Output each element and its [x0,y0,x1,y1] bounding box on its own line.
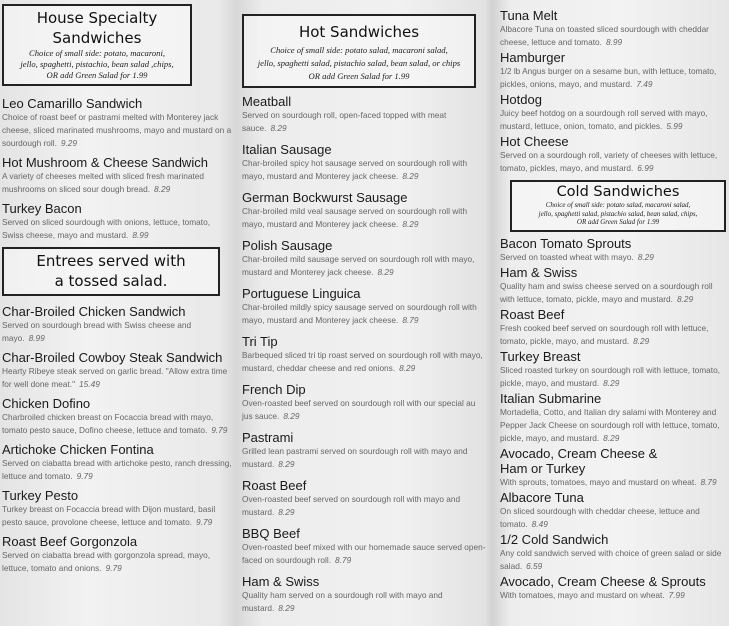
item-description-text: 1/2 lb Angus burger on a sesame bun, with lettuce, tomato, pickles, onions, mayo, and mustard. [500,66,717,89]
item-name: Tri Tip [242,334,278,349]
item-name: French Dip [242,382,306,397]
item-description [500,23,726,49]
item-description [242,397,488,423]
item-name: Turkey Pesto [2,488,79,503]
sides-note: Choice of small side: potato salad, macaroni salad, [270,45,448,55]
item-price: 9.79 [196,517,213,527]
menu-item [500,50,726,91]
item-description [242,253,488,279]
sides-note: jello, spaghetti salad, pistachio salad, bean salad, or chips [257,58,461,68]
section-title: Cold Sandwiches [556,184,680,200]
item-name: Italian Submarine [500,390,602,406]
item-price: 15.49 [79,379,100,389]
item-description [2,319,232,345]
menu-item [500,265,726,306]
item-description-text: Any cold sandwich served with choice of green salad or side salad. [500,547,722,571]
menu-item [242,238,488,279]
item-name: Avocado, Cream Cheese & Sprouts [500,573,706,589]
menu-item [2,155,232,196]
item-description-text: With tomatoes, mayo and mustard on wheat. [500,589,665,600]
item-description [242,109,488,135]
menu-item [242,478,488,519]
item-description-text: Served on sourdough bread with Swiss cheese and mayo. [2,320,192,343]
item-price: 8.29 [637,251,654,262]
item-name: Bacon Tomato Sprouts [500,235,632,251]
item-description-text: Grilled lean pastrami served on sourdough roll with mayo and mustard. [242,446,468,469]
item-price: 6.99 [637,163,654,173]
menu-item [2,304,232,345]
item-price: 8.49 [531,518,548,529]
item-name: Artichoke Chicken Fontina [2,442,154,457]
sides-note: OR add Green Salad for 1.99 [576,218,660,226]
item-name: Hot Mushroom & Cheese Sandwich [2,155,208,170]
item-description-text: Oven-roasted beef mixed with our homemade sauce served open-faced on sourdough roll. [242,542,486,565]
item-description [2,503,232,529]
menu-item [2,350,232,391]
item-description-text: Charbroiled chicken breast on Focaccia bread with mayo, tomato pesto sauce, Dofino cheese, lettuce and tomato. [2,412,214,435]
item-price: 8.29 [633,335,650,346]
item-description-text: Turkey breast on Focaccia bread with Dijon mustard, basil pesto sauce, provolone cheese, lettuce and tomato. [2,504,216,527]
item-description [2,170,232,196]
item-price: 8.29 [154,184,171,194]
item-price: 8.99 [605,37,623,47]
item-price: 8.29 [278,459,295,469]
item-description-text: Sliced roasted turkey on sourdough roll with lettuce, tomato, pickle, mayo, and mustard. [500,364,720,388]
menu-item [2,534,232,575]
sides-note: OR add Green Salad for 1.99 [308,71,410,81]
item-price: 9.79 [76,471,93,481]
menu-item [2,96,232,150]
cold-items [500,236,726,603]
menu-item [500,134,726,175]
sides-note: Choice of small side: potato, macaroni, [29,48,165,58]
item-price: 6.59 [526,560,543,571]
hot-more-items [500,8,726,176]
item-name: 1/2 Cold Sandwich [500,531,609,547]
menu-item [500,532,726,573]
item-price: 8.29 [270,123,287,133]
item-description [500,589,726,602]
menu-item [242,94,488,135]
item-name: Italian Sausage [242,142,332,157]
menu-item [2,488,232,529]
menu-item [2,201,232,242]
item-description [242,349,488,375]
item-price: 8.79 [402,315,419,325]
item-description [500,251,726,264]
item-name: Tuna Melt [500,8,558,23]
item-description [500,406,726,445]
item-description-text: Served on sourdough roll, open-faced topped with meat sauce. [242,110,447,133]
item-description-text: Char-broiled spicy hot sausage served on sourdough roll with mayo, mustard and Monterey jack cheese. [242,158,468,181]
item-description [242,301,488,327]
item-name: Hamburger [500,50,566,65]
item-price: 9.29 [60,138,78,148]
menu-item [500,8,726,49]
section-title: House Specialty [36,9,158,27]
item-description [500,505,726,531]
item-description-text: On sliced sourdough with cheddar cheese, lettuce and tomato. [500,505,700,529]
menu-item [500,490,726,531]
item-price: 8.29 [402,219,419,229]
menu-item [242,190,488,231]
menu-item [500,92,726,133]
section-title: Sandwiches [52,29,142,47]
menu-column-middle [242,14,488,622]
item-description [2,365,232,391]
entrees-items [2,304,232,580]
item-price: 8.99 [28,333,45,343]
item-description-text: Hearty Ribeye steak served on garlic bread. "Allow extra time for well done meat." [2,366,228,389]
cold-sandwiches-header [510,180,726,232]
item-description-text: A variety of cheeses melted with sliced fresh marinated mushrooms on sliced sour dough bread. [2,171,204,194]
item-description [500,322,726,348]
sides-note: OR add Green Salad for 1.99 [46,70,148,80]
menu-column-left [2,4,232,580]
item-price: 8.29 [402,171,419,181]
house-specialty-header [2,4,192,86]
hot-sandwiches-header [242,14,476,88]
item-description-text: Char-broiled mildly spicy sausage served on sourdough roll with mayo, mustard and Monterey jack cheese. [242,302,477,325]
item-price: 8.29 [377,267,394,277]
item-price: 8.79 [335,555,352,565]
item-description [2,411,232,437]
item-name: Leo Camarillo Sandwich [2,96,143,111]
item-description-text: Char-broiled mild veal sausage served on sourdough roll with mayo, mustard and Monterey jack cheese. [242,206,468,229]
sides-note: jello, spaghetti salad, pistachio salad, bean salad, chips, [538,209,698,218]
item-description-text: With sprouts, tomatoes, mayo and mustard on wheat. [500,476,697,487]
item-description-text: Served on a sourdough roll, variety of cheeses with lettuce, tomato, pickles, mayo, and mustard. [500,150,718,173]
item-description-text: Quality ham and swiss cheese served on a sourdough roll with lettuce, tomato, pickle, mayo and mustard. [500,280,713,304]
item-description-text: Oven-roasted beef served on sourdough roll with mayo and mustard. [242,494,461,517]
item-description [2,216,232,242]
item-description [242,445,488,471]
item-description-text: Fresh cooked beef served on sourdough roll with lettuce, tomato, pickle, mayo, and mustard. [500,322,709,346]
menu-item [242,334,488,375]
menu-item [500,236,726,264]
item-description-text: Barbequed sliced tri tip roast served on sourdough roll with mayo, mustard, cheddar cheese and red onions. [242,350,483,373]
item-description-text: Juicy beef hotdog on a sourdough roll served with mayo, mustard, lettuce, onion, tomato, and pickles. [500,108,708,131]
sides-note: Choice of small side: potato salad, macaroni salad, [545,201,691,209]
item-description [242,493,488,519]
item-name: Ham & Swiss [500,264,578,280]
section-title: Entrees served with [36,252,186,270]
item-price: 9.79 [211,425,228,435]
menu-item [2,396,232,437]
item-description [2,111,232,150]
item-description [500,65,726,91]
item-description-text: Served on toasted wheat with mayo. [500,251,634,262]
menu-item [242,286,488,327]
item-name: German Bockwurst Sausage [242,190,408,205]
item-description [500,364,726,390]
item-price: 8.99 [132,230,149,240]
house-items [2,96,232,247]
menu-item [242,430,488,471]
menu-item [242,382,488,423]
item-description [2,549,232,575]
item-name: Char-Broiled Cowboy Steak Sandwich [2,350,223,365]
item-description [242,541,488,567]
hot-items [242,94,488,622]
item-name: Roast Beef [242,478,307,493]
item-name: BBQ Beef [242,526,300,541]
item-description-text: Mortadella, Cotto, and Italian dry salami with Monterey and Pepper Jack Cheese on sourdough roll with lettuce, tomato, pickle, mayo, and mustard. [500,406,720,443]
item-price: 7.99 [668,589,685,600]
menu-item [242,526,488,567]
item-name: Pastrami [242,430,294,445]
item-description-text: Quality ham served on a sourdough roll with mayo and mustard. [242,590,443,613]
item-description [2,457,232,483]
item-description [242,589,488,615]
item-description [500,280,726,306]
item-name: Meatball [242,94,292,109]
item-price: 8.79 [700,476,717,487]
item-name: Char-Broiled Chicken Sandwich [2,304,186,319]
menu-item [242,574,488,615]
item-price: 8.29 [278,507,295,517]
item-name: Hotdog [500,92,542,107]
item-name: Turkey Breast [500,348,581,364]
menu-item [500,307,726,348]
section-title: Hot Sandwiches [298,23,420,41]
item-price: 9.79 [105,563,122,573]
item-name: Polish Sausage [242,238,333,253]
entrees-header [2,247,220,296]
item-price: 8.29 [399,363,416,373]
item-description-text: Choice of roast beef or pastrami melted with Monterey jack cheese, sliced marinated mushrooms, mayo and mustard on a sourdough roll. [2,112,232,148]
item-description [500,107,726,133]
section-title: a tossed salad. [54,272,168,290]
item-name: Ham & Swiss [242,574,320,589]
item-description [242,157,488,183]
item-name: Roast Beef Gorgonzola [2,534,138,549]
item-price: 5.99 [666,121,683,131]
item-description [500,547,726,573]
item-description-text: Served on ciabatta bread with artichoke pesto, ranch dressing, lettuce and tomato. [2,458,232,481]
item-description-text: Albacore Tuna on toasted sliced sourdough with cheddar cheese, lettuce and tomato. [500,24,709,47]
item-name: Avocado, Cream Cheese & Ham or Turkey [500,445,658,476]
menu-item [500,446,726,489]
item-price: 8.29 [283,411,300,421]
item-name: Albacore Tuna [500,489,584,505]
item-description-text: Served on sliced sourdough with onions, lettuce, tomato, Swiss cheese, mayo and mustard. [2,217,211,240]
menu-item [500,391,726,445]
item-name: Portuguese Linguica [242,286,361,301]
item-description [242,205,488,231]
menu-item [500,574,726,602]
item-price: 7.49 [636,79,653,89]
item-name: Hot Cheese [500,134,569,149]
menu-item [500,349,726,390]
item-price: 8.29 [676,293,694,304]
item-name: Roast Beef [500,306,565,322]
item-price: 8.29 [603,432,620,443]
sides-note: jello, spaghetti, pistachio, bean salad ,chips, [20,59,174,69]
item-price: 8.29 [278,603,295,613]
item-description-text: Oven-roasted beef served on sourdough roll with our special au jus sauce. [242,398,476,421]
item-name: Chicken Dofino [2,396,91,411]
menu-column-right [500,8,726,603]
item-description [500,476,726,489]
menu-item [242,142,488,183]
item-name: Turkey Bacon [2,201,82,216]
menu-item [2,442,232,483]
item-description [500,149,726,175]
item-description-text: Served on ciabatta bread with gorgonzola spread, mayo, lettuce, tomato and onions. [2,550,211,573]
item-description-text: Char-broiled mild sausage served on sourdough roll with mayo, mustard and Monterey jack cheese. [242,254,475,277]
item-price: 8.29 [603,377,620,388]
